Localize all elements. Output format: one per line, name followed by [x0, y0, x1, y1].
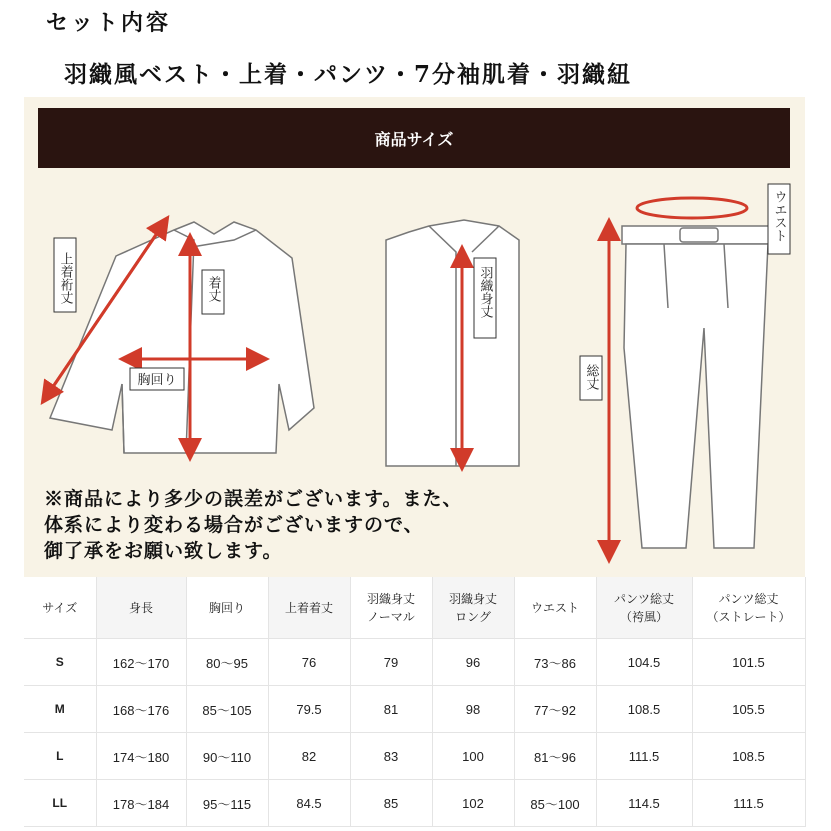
cell: 90～110	[186, 733, 268, 780]
pants-outline	[622, 226, 772, 548]
header-waist: ウエスト	[514, 577, 596, 639]
header-chest: 胸回り	[186, 577, 268, 639]
cell: 105.5	[692, 686, 805, 733]
cell: 82	[268, 733, 350, 780]
cell: 174～180	[96, 733, 186, 780]
cell: 102	[432, 780, 514, 827]
waist-label: ウエスト	[771, 190, 787, 242]
vest-length-label: 羽織身丈	[477, 266, 493, 318]
total-length-label: 総丈	[583, 364, 599, 390]
header-vest-long: 羽織身丈 ロング	[432, 577, 514, 639]
sleeve-label: 上着裄丈	[57, 252, 73, 304]
cell: 168～176	[96, 686, 186, 733]
note-line: 御了承をお願い致します。	[44, 540, 283, 562]
cell: 108.5	[692, 733, 805, 780]
cell: 96	[432, 639, 514, 686]
cell: 84.5	[268, 780, 350, 827]
cell: 79.5	[268, 686, 350, 733]
set-contents-list: 羽織風ベスト・上着・パンツ・7分袖肌着・羽織紐	[64, 61, 633, 88]
length-label: 着丈	[205, 276, 221, 302]
cell: 178～184	[96, 780, 186, 827]
set-contents-heading: セット内容	[46, 10, 172, 36]
jacket-outline	[50, 222, 314, 453]
cell: 98	[432, 686, 514, 733]
cell: 83	[350, 733, 432, 780]
header-pants-straight: パンツ総丈 （ストレート）	[692, 577, 805, 639]
table-row	[24, 733, 805, 780]
table-row	[24, 780, 805, 827]
note-line: 体系により変わる場合がございますので、	[44, 514, 424, 536]
waist-arrow	[637, 198, 747, 218]
cell: 114.5	[596, 780, 692, 827]
cell: 80～95	[186, 639, 268, 686]
cell: 111.5	[692, 780, 805, 827]
table-row	[24, 686, 805, 733]
cell: 162～170	[96, 639, 186, 686]
table-row	[24, 639, 805, 686]
cell: L	[24, 733, 96, 780]
cell: M	[24, 686, 96, 733]
cell: 95～115	[186, 780, 268, 827]
header-vest-normal: 羽織身丈 ノーマル	[350, 577, 432, 639]
disclaimer-note	[44, 486, 462, 564]
cell: 111.5	[596, 733, 692, 780]
note-line: ※商品により多少の誤差がございます。また、	[44, 488, 463, 510]
cell: 76	[268, 639, 350, 686]
header-pants-hakama: パンツ総丈 （袴風）	[596, 577, 692, 639]
cell: 79	[350, 639, 432, 686]
cell: 81	[350, 686, 432, 733]
cell: 101.5	[692, 639, 805, 686]
cell: 85～100	[514, 780, 596, 827]
header-size: サイズ	[24, 577, 96, 639]
header-height: 身長	[96, 577, 186, 639]
cell: 100	[432, 733, 514, 780]
cell: 108.5	[596, 686, 692, 733]
cell: 73～86	[514, 639, 596, 686]
cell: S	[24, 639, 96, 686]
header-jacket-length: 上着着丈	[268, 577, 350, 639]
vest-outline	[386, 220, 519, 466]
table-header-row	[24, 577, 805, 639]
cell: 85～105	[186, 686, 268, 733]
cell: 77～92	[514, 686, 596, 733]
chest-label: 胸回り	[137, 373, 177, 388]
cell: 104.5	[596, 639, 692, 686]
cell: 81～96	[514, 733, 596, 780]
size-table	[24, 577, 806, 827]
cell: 85	[350, 780, 432, 827]
size-banner: 商品サイズ	[38, 108, 790, 168]
cell: LL	[24, 780, 96, 827]
